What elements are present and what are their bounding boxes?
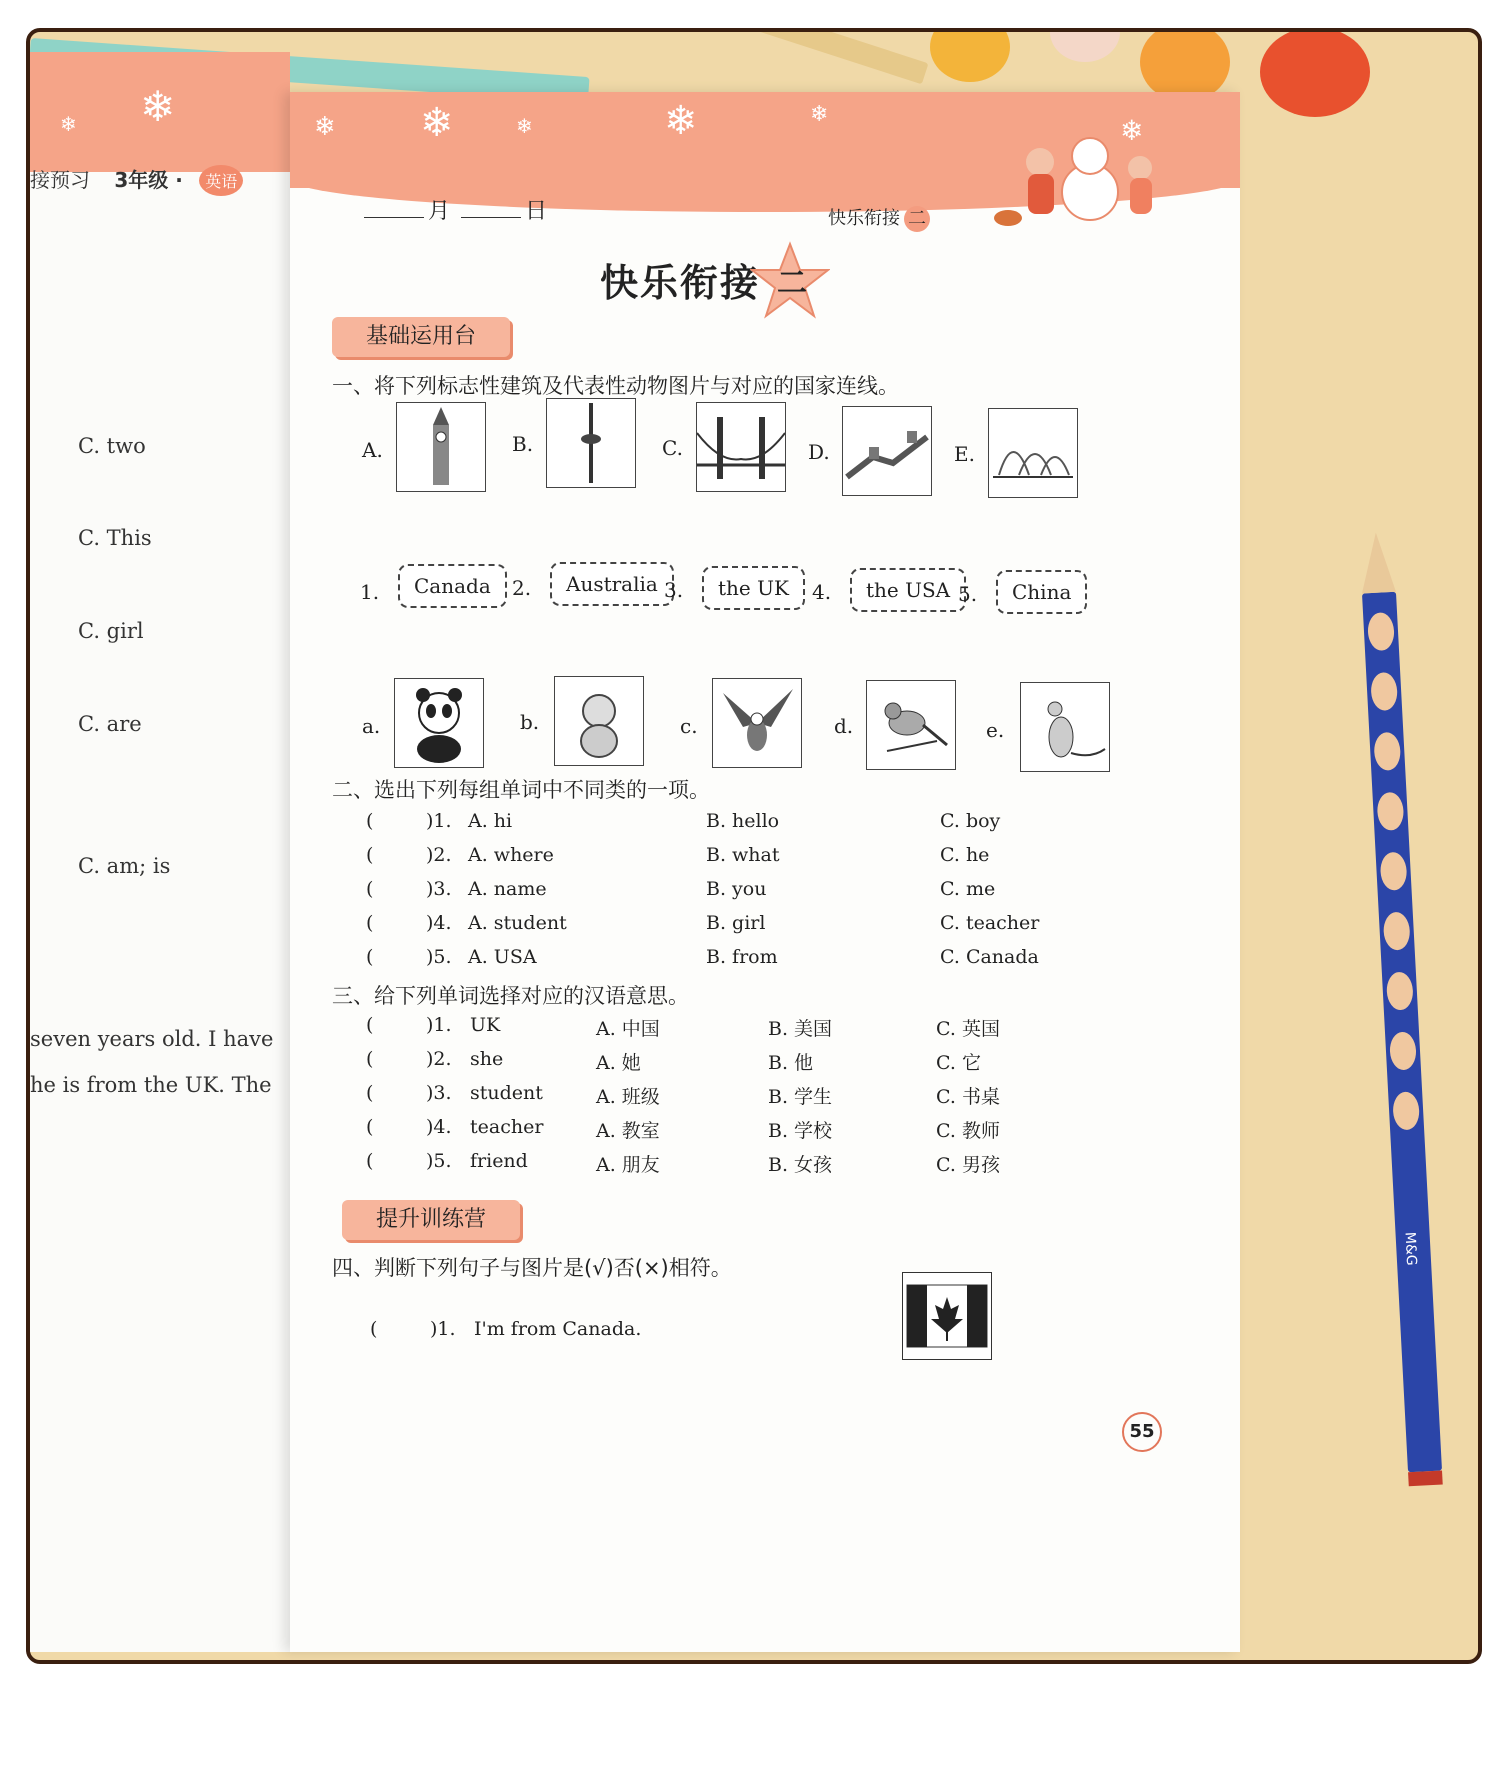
country-box[interactable]: the UK bbox=[702, 566, 805, 610]
question-4-title: 四、判断下列句子与图片是(√)否(×)相符。 bbox=[332, 1256, 732, 1280]
running-title-num: 二 bbox=[904, 206, 930, 232]
page-title-num: 二 bbox=[777, 266, 807, 301]
pencil-dot bbox=[1383, 911, 1411, 950]
canada-flag-icon bbox=[902, 1272, 992, 1360]
robin-icon bbox=[866, 680, 956, 770]
left-option: C. are bbox=[78, 712, 142, 736]
landmark-label: E. bbox=[954, 442, 975, 466]
snowflake-icon: ❄ bbox=[516, 114, 533, 138]
great-wall-icon bbox=[842, 406, 932, 496]
option-a: A. student bbox=[468, 912, 567, 934]
snowflake-icon: ❄ bbox=[140, 82, 176, 131]
left-text-line: he is from the UK. The bbox=[30, 1073, 272, 1097]
pencil-dot bbox=[1380, 852, 1408, 891]
flower-decoration bbox=[1050, 28, 1120, 62]
option-a: A. 教室 bbox=[596, 1120, 660, 1142]
pencil-brand: M&G bbox=[1401, 1231, 1420, 1267]
option-b: B. what bbox=[706, 844, 780, 866]
answer-bracket[interactable]: ( bbox=[366, 1082, 374, 1104]
item-number: )5. bbox=[426, 1150, 452, 1172]
answer-bracket[interactable]: ( bbox=[366, 844, 374, 866]
snowflake-icon: ❄ bbox=[810, 102, 829, 127]
country-num: 1. bbox=[360, 580, 380, 604]
item-number: )3. bbox=[426, 1082, 452, 1104]
eagle-icon bbox=[712, 678, 802, 768]
flower-decoration bbox=[1260, 28, 1370, 117]
left-header-prefix: 接预习 bbox=[30, 168, 90, 192]
option-c: C. 教师 bbox=[936, 1120, 1000, 1142]
big-ben-icon bbox=[396, 402, 486, 492]
option-c: C. 它 bbox=[936, 1052, 981, 1074]
section-advanced: 提升训练营 bbox=[342, 1200, 520, 1240]
country-box[interactable]: Canada bbox=[398, 564, 507, 608]
option-a: A. hi bbox=[468, 810, 513, 832]
question-1-title: 一、将下列标志性建筑及代表性动物图片与对应的国家连线。 bbox=[332, 374, 899, 398]
item-number: )4. bbox=[426, 1116, 452, 1138]
landmark-label: B. bbox=[512, 432, 534, 456]
pencil-dot bbox=[1392, 1091, 1420, 1130]
country-num: 5. bbox=[958, 582, 978, 606]
question-2-title: 二、选出下列每组单词中不同类的一项。 bbox=[332, 778, 710, 802]
option-c: C. boy bbox=[940, 810, 1001, 832]
word: student bbox=[470, 1082, 543, 1104]
section-basic: 基础运用台 bbox=[332, 317, 510, 357]
cn-tower-icon bbox=[546, 398, 636, 488]
left-page bbox=[30, 52, 290, 1652]
option-b: B. 女孩 bbox=[768, 1154, 833, 1176]
option-b: B. 美国 bbox=[768, 1018, 833, 1040]
snowflake-icon: ❄ bbox=[314, 112, 336, 142]
worksheet-page bbox=[290, 92, 1240, 1652]
option-b: B. from bbox=[706, 946, 778, 968]
option-a: A. 朋友 bbox=[596, 1154, 660, 1176]
country-num: 3. bbox=[664, 578, 684, 602]
answer-bracket[interactable]: ( bbox=[366, 1116, 374, 1138]
answer-bracket[interactable]: ( bbox=[366, 1150, 374, 1172]
answer-bracket[interactable]: ( bbox=[370, 1318, 378, 1340]
day-blank[interactable] bbox=[461, 217, 521, 218]
answer-bracket[interactable]: ( bbox=[366, 810, 374, 832]
animal-label: a. bbox=[362, 714, 381, 738]
pencil-dot bbox=[1367, 612, 1395, 651]
left-text-line: seven years old. I have bbox=[30, 1027, 274, 1051]
item-number: )2. bbox=[426, 844, 452, 866]
kangaroo-icon bbox=[1020, 682, 1110, 772]
snowman-kids-icon bbox=[990, 122, 1190, 232]
blue-pencil bbox=[1362, 592, 1442, 1473]
animal-label: d. bbox=[834, 714, 854, 738]
animal-label: b. bbox=[520, 710, 540, 734]
option-c: C. 男孩 bbox=[936, 1154, 1000, 1176]
option-b: B. you bbox=[706, 878, 767, 900]
answer-bracket[interactable]: ( bbox=[366, 912, 374, 934]
running-title-text: 快乐衔接 bbox=[828, 208, 900, 229]
answer-bracket[interactable]: ( bbox=[366, 878, 374, 900]
sentence: I'm from Canada. bbox=[474, 1318, 642, 1340]
snowflake-icon: ❄ bbox=[1120, 114, 1144, 147]
country-num: 2. bbox=[512, 576, 532, 600]
item-number: )1. bbox=[426, 810, 452, 832]
page-title: 快乐衔接 bbox=[600, 261, 761, 305]
pencil-dot bbox=[1389, 1031, 1417, 1070]
pencil-dot bbox=[1386, 971, 1414, 1010]
word: she bbox=[470, 1048, 504, 1070]
option-c: C. he bbox=[940, 844, 990, 866]
option-a: A. 她 bbox=[596, 1052, 641, 1074]
pencil-tip bbox=[1359, 532, 1396, 594]
landmark-label: A. bbox=[362, 438, 383, 462]
landmark-label: C. bbox=[662, 436, 683, 460]
left-header-grade: 3年级 · bbox=[114, 168, 183, 192]
country-box[interactable]: Australia bbox=[550, 562, 674, 606]
option-a: A. 中国 bbox=[596, 1018, 660, 1040]
photo-frame bbox=[26, 28, 1482, 1664]
flower-decoration bbox=[1140, 28, 1230, 102]
item-number: )1. bbox=[426, 1014, 452, 1036]
golden-gate-bridge-icon bbox=[696, 402, 786, 492]
left-option: C. This bbox=[78, 526, 152, 550]
option-a: A. 班级 bbox=[596, 1086, 660, 1108]
left-header-subject: 英语 bbox=[199, 165, 243, 196]
word: UK bbox=[470, 1014, 501, 1036]
option-b: B. hello bbox=[706, 810, 780, 832]
pencil-dot bbox=[1373, 732, 1401, 771]
opera-house-icon bbox=[988, 408, 1078, 498]
item-number: )5. bbox=[426, 946, 452, 968]
pencil-dot bbox=[1376, 792, 1404, 831]
option-c: C. teacher bbox=[940, 912, 1040, 934]
landmark-label: D. bbox=[808, 440, 830, 464]
option-c: C. me bbox=[940, 878, 996, 900]
option-b: B. girl bbox=[706, 912, 766, 934]
running-title bbox=[828, 204, 930, 232]
option-b: B. 学生 bbox=[768, 1086, 833, 1108]
item-number: )4. bbox=[426, 912, 452, 934]
item-number: )2. bbox=[426, 1048, 452, 1070]
month-label: 月 bbox=[428, 199, 451, 224]
snowflake-icon: ❄ bbox=[60, 112, 77, 136]
country-box[interactable]: China bbox=[996, 570, 1087, 614]
answer-bracket[interactable]: ( bbox=[366, 1048, 374, 1070]
beaver-icon bbox=[554, 676, 644, 766]
left-option: C. girl bbox=[78, 619, 144, 643]
answer-bracket[interactable]: ( bbox=[366, 946, 374, 968]
left-option: C. am; is bbox=[78, 854, 171, 878]
country-box[interactable]: the USA bbox=[850, 568, 966, 612]
pencil-eraser bbox=[1408, 1471, 1443, 1487]
animal-label: c. bbox=[680, 714, 698, 738]
option-c: C. 英国 bbox=[936, 1018, 1000, 1040]
wood-pencil bbox=[731, 28, 928, 84]
page-number: 55 bbox=[1122, 1412, 1162, 1452]
word: friend bbox=[470, 1150, 528, 1172]
option-a: A. where bbox=[468, 844, 554, 866]
word: teacher bbox=[470, 1116, 544, 1138]
option-b: B. 他 bbox=[768, 1052, 814, 1074]
panda-icon bbox=[394, 678, 484, 768]
animal-label: e. bbox=[986, 718, 1005, 742]
month-blank[interactable] bbox=[364, 217, 424, 218]
left-page-header bbox=[30, 164, 243, 196]
country-num: 4. bbox=[812, 580, 832, 604]
option-a: A. name bbox=[468, 878, 547, 900]
pencil-dot bbox=[1370, 672, 1398, 711]
option-c: C. Canada bbox=[940, 946, 1039, 968]
answer-bracket[interactable]: ( bbox=[366, 1014, 374, 1036]
option-a: A. USA bbox=[468, 946, 537, 968]
day-label: 日 bbox=[525, 199, 548, 224]
question-3-title: 三、给下列单词选择对应的汉语意思。 bbox=[332, 984, 689, 1008]
option-b: B. 学校 bbox=[768, 1120, 833, 1142]
option-c: C. 书桌 bbox=[936, 1086, 1000, 1108]
item-number: )3. bbox=[426, 878, 452, 900]
left-option: C. two bbox=[78, 434, 146, 458]
item-number: )1. bbox=[430, 1318, 456, 1340]
date-line bbox=[360, 194, 547, 225]
flower-decoration bbox=[930, 28, 1010, 82]
snowflake-icon: ❄ bbox=[420, 100, 454, 146]
snowflake-icon: ❄ bbox=[664, 98, 698, 144]
